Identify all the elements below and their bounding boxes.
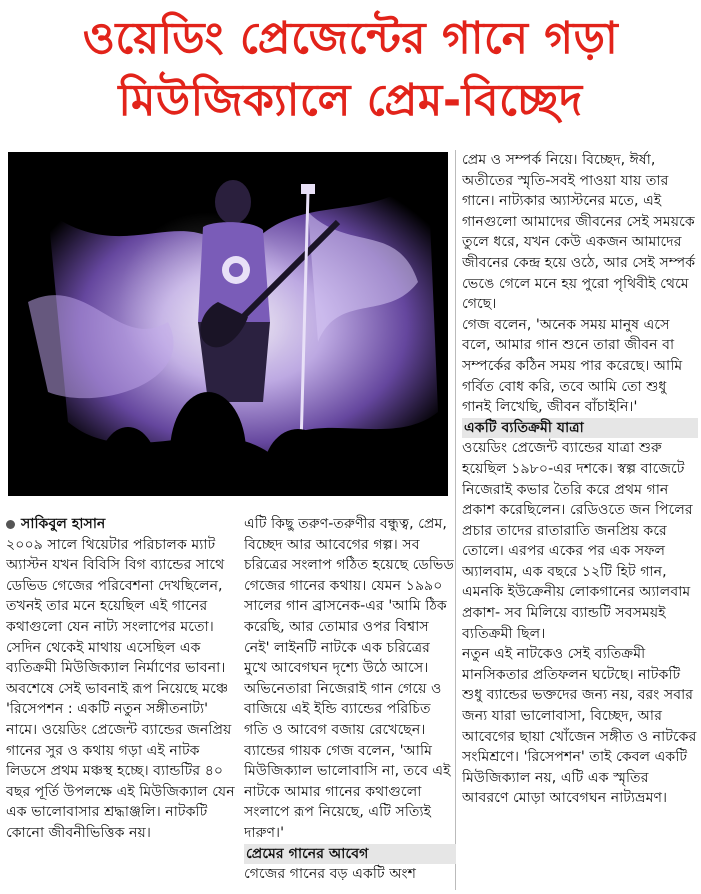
- paragraph: গেজের গানের বড় একটি অংশ: [244, 866, 416, 883]
- headline-line-1: ওয়েডিং প্রেজেন্টের গানে গড়া: [82, 13, 619, 64]
- paragraph: গেজ বলেন, 'অনেক সময় মানুষ এসে বলে, আমার গান শুনে তারা জীবন বা সম্পর্কের কঠিন সময় পার করেছে। আমি গর্বিত বোধ করি, তবে আমি তো শুধু গানই লিখেছি, জীবন বাঁচাইনি।': [462, 316, 683, 416]
- article-column-1: [6, 514, 238, 890]
- article-photo: [8, 152, 448, 496]
- byline: [6, 514, 238, 535]
- paragraph: অবশেষে সেই ভাবনাই রূপ নিয়েছে মঞ্চে 'রিসেপশন : একটি নতুন সঙ্গীতনাট্য' নামে। ওয়েডিং প্রেজেন্ট ব্যান্ডের জনপ্রিয় গানের সুর ও কথায় গড়া এই নাটক লিডসে প্রথম মঞ্চস্থ হচ্ছে। ব্যান্ডটির ৪০ বছর পূর্তি উপলক্ষে এই মিউজিক্যাল যেন এক ভালোবাসার শ্রদ্ধাঞ্জলি। নাটকটি কোনো জীবনীভিত্তিক নয়।: [6, 680, 235, 841]
- paragraph: ২০০৯ সালে থিয়েটার পরিচালক ম্যাট অ্যাস্টন যখন বিবিসি বিগ ব্যান্ডের সাথে ডেভিড গেজের পরিবেশনা দেখছিলেন, তখনই তার মনে হয়েছিল এই গানের কথাগুলো যেন নাট্য সংলাপের মতো। সেদিন থেকেই মাথায় এসেছিল এক ব্যতিক্রমী মিউজিক্যাল নির্মাণের ভাবনা।: [6, 536, 226, 677]
- article-column-3: [462, 150, 698, 890]
- headline-line-2: মিউজিক্যালে প্রেম-বিচ্ছেদ: [118, 75, 583, 126]
- byline-author: সাকিবুল হাসান: [21, 516, 106, 532]
- paragraph: ওয়েডিং প্রেজেন্ট ব্যান্ডের যাত্রা শুরু হয়েছিল ১৯৮০-এর দশকে। স্বল্প বাজেটে নিজেরাই কভার তৈরি করে প্রথম গান প্রকাশ করেছিলেন। রেডিওতে জন পিলের প্রচার তাদের রাতারাতি জনপ্রিয় করে তোলে। এরপর একের পর এক সফল অ্যালবাম, এক বছরে ১২টি হিট গান, এমনকি ইউক্রেনীয় লোকগানের অ্যালবাম প্রকাশ- সব মিলিয়ে ব্যান্ডটি সবসময়ই ব্যতিক্রমী ছিল।: [462, 440, 693, 642]
- headline: [0, 8, 701, 132]
- subheading: প্রেমের গানের আবেগ: [244, 844, 456, 865]
- byline-bullet-icon: [6, 520, 15, 529]
- paragraph: নতুন এই নাটকেও সেই ব্যতিক্রমী মানসিকতার প্রতিফলন ঘটেছে। নাটকটি শুধু ব্যান্ডের ভক্তদের জন্য নয়, বরং সবার জন্য যারা ভালোবাসা, বিচ্ছেদ, আর আবেগের ছায়া খোঁজেন সঙ্গীত ও নাটকের সংমিশ্রণে। 'রিসেপশন' তাই কেবল একটি মিউজিক্যাল নয়, এটি এক স্মৃতির আবরণে মোড়া আবেগঘন নাট্যভ্রমণ।: [462, 646, 697, 807]
- subheading: একটি ব্যতিক্রমী যাত্রা: [462, 418, 698, 439]
- article-column-2: [244, 514, 456, 890]
- paragraph: এটি কিছু তরুণ-তরুণীর বন্ধুত্ব, প্রেম, বিচ্ছেদ আর আবেগের গল্প। সব চরিত্রের সংলাপ গঠিত হয়েছে ডেভিড গেজের গানের কথায়। যেমন ১৯৯০ সালের গান ব্রাসনেক-এর 'আমি ঠিক করেছি, আর তোমার ওপর বিশ্বাস নেই' লাইনটি নাটকে এক চরিত্রের মুখে আবেগঘন দৃশ্যে উঠে আসে।: [244, 516, 454, 677]
- paragraph: প্রেম ও সম্পর্ক নিয়ে। বিচ্ছেদ, ঈর্ষা, অতীতের স্মৃতি-সবই পাওয়া যায় তার গানে। নাট্যকার অ্যাস্টনের মতে, এই গানগুলো আমাদের জীবনের সেই সময়কে তুলে ধরে, যখন কেউ একজন আমাদের জীবনের কেন্দ্র হয়ে ওঠে, আর সেই সম্পর্ক ভেঙে গেলে মনে হয় পুরো পৃথিবীই থেমে গেছে।: [462, 152, 696, 313]
- paragraph: অভিনেতারা নিজেরাই গান গেয়ে ও বাজিয়ে এই ইন্ডি ব্যান্ডের পরিচিত গতি ও আবেগ বজায় রেখেছেন। ব্যান্ডের গায়ক গেজ বলেন, 'আমি মিউজিক্যাল ভালোবাসি না, তবে এই নাটকে আমার গানের কথাগুলো সংলাপে রূপ নিয়েছে, এটি সত্যিই দারুণ।': [244, 680, 451, 841]
